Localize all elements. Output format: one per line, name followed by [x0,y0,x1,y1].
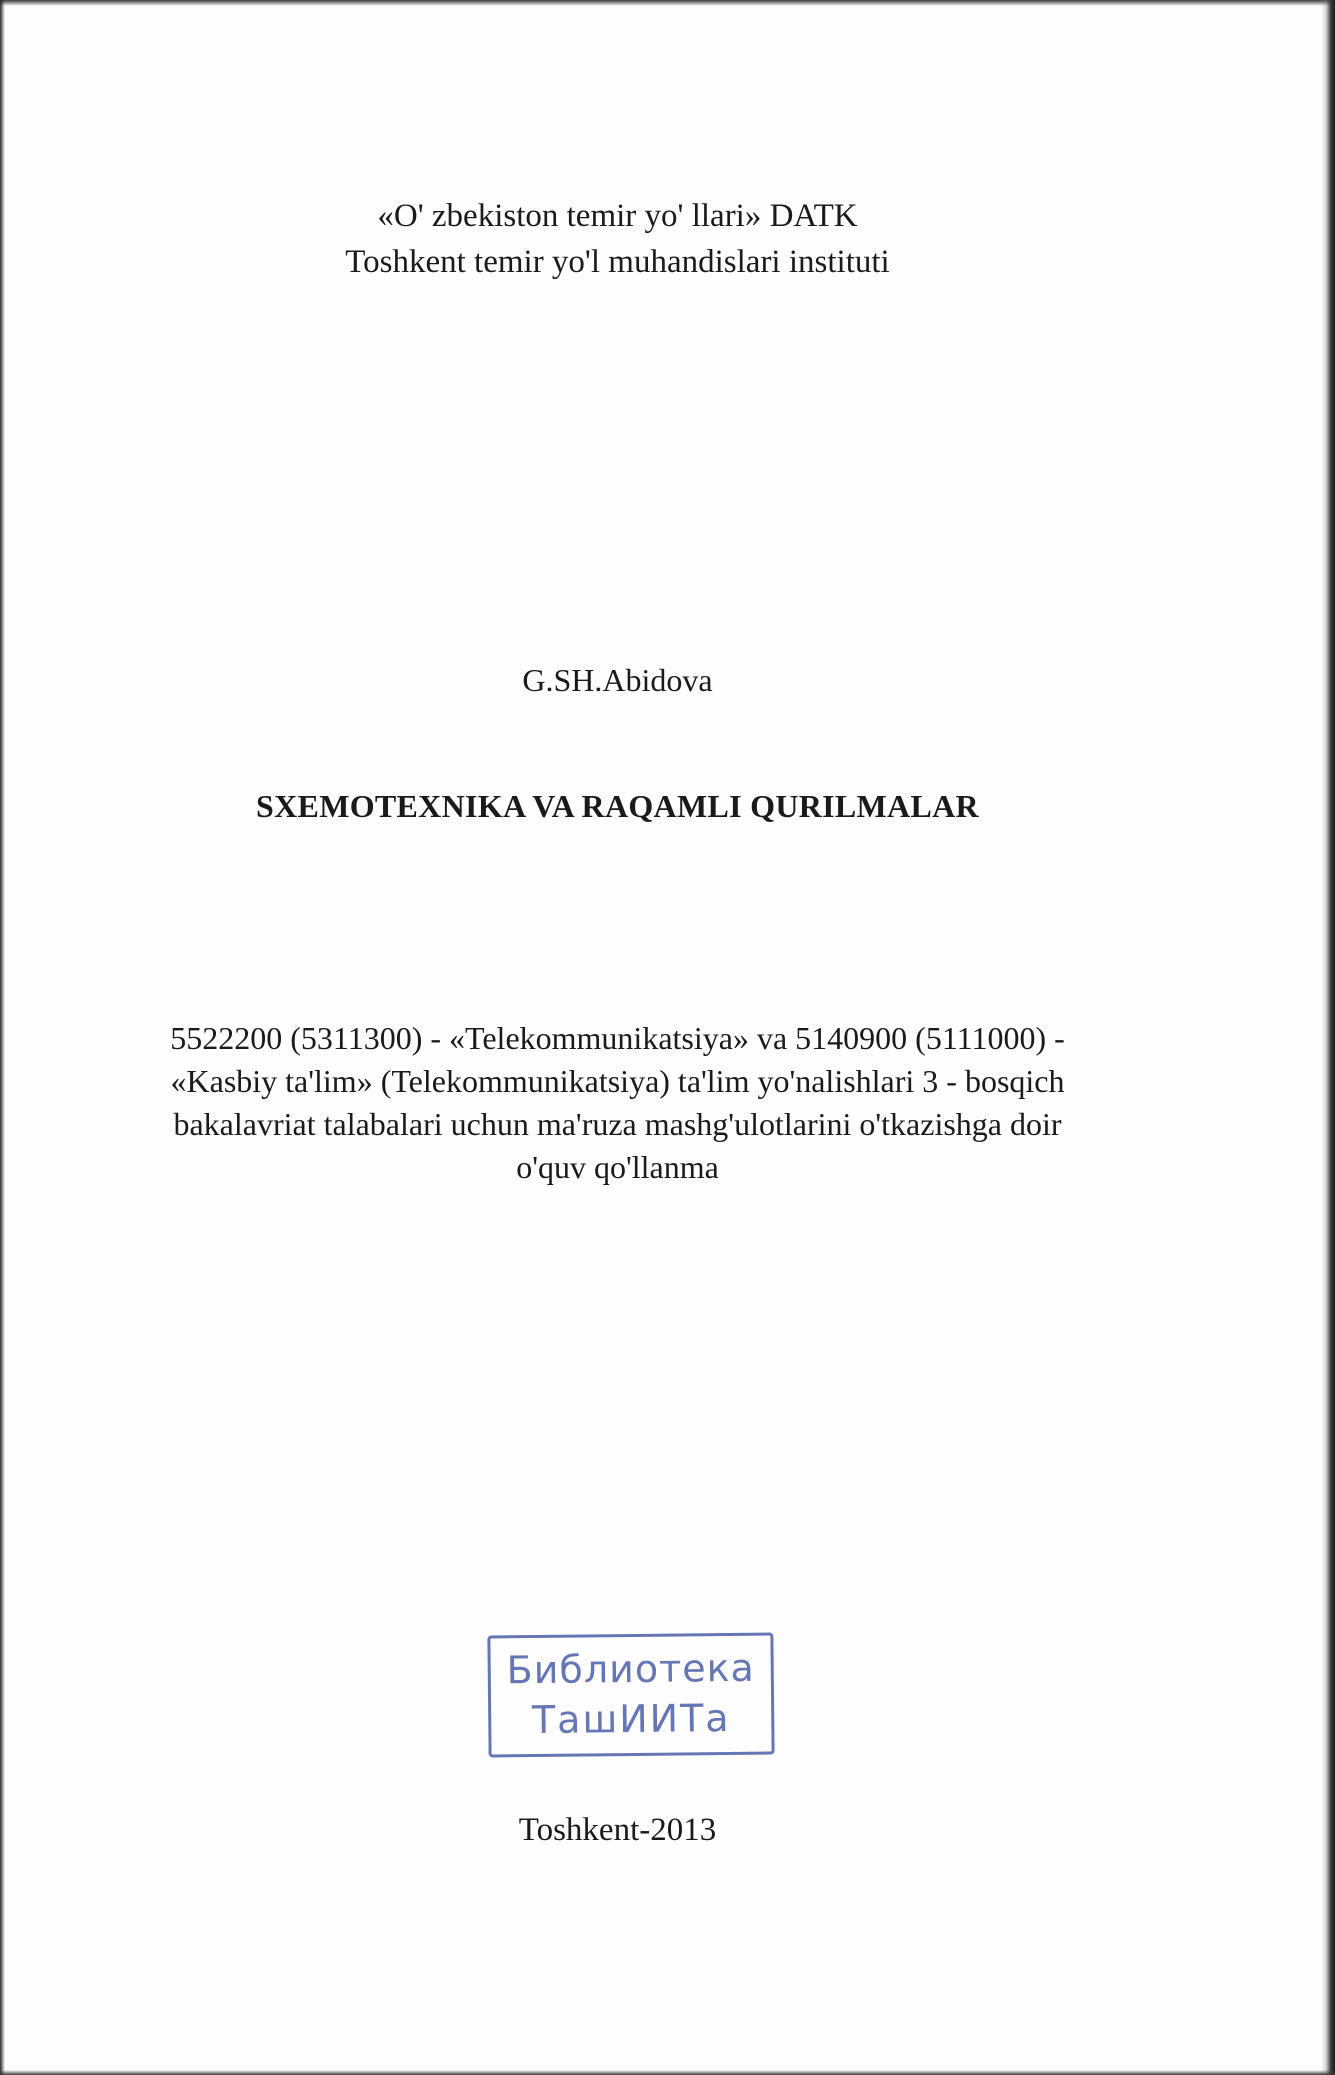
book-description [90,1017,1145,1189]
stamp-line: ТашИИТа [531,1695,731,1743]
header-block [0,193,1235,285]
organization-name: «O' zbekiston temir yo' llari» DATK [377,198,858,234]
scan-edge-left [0,0,5,2075]
scan-edge-top [0,0,1335,6]
scan-edge-right [1321,0,1335,2075]
library-stamp [487,1633,774,1758]
scan-edge-bottom [0,2070,1335,2075]
stamp-line: Библиотека [506,1645,756,1693]
place-and-year: Toshkent-2013 [518,1812,717,1848]
description-line: 5522200 (5311300) - «Telekommunikatsiya» va 5140900 (5111000) - [170,1020,1065,1056]
description-line: o'quv qo'llanma [516,1149,719,1185]
book-title: SXEMOTEXNIKA VA RAQAMLI QURILMALAR [256,788,979,824]
description-line: «Kasbiy ta'lim» (Telekommunikatsiya) ta'lim yo'nalishlari 3 - bosqich [170,1063,1065,1099]
author-name: G.SH.Abidova [522,662,713,698]
description-line: bakalavriat talabalari uchun ma'ruza mashg'ulotlarini o'tkazishga doir [173,1106,1062,1142]
institute-name: Toshkent temir yo'l muhandislari instituti [345,244,890,280]
